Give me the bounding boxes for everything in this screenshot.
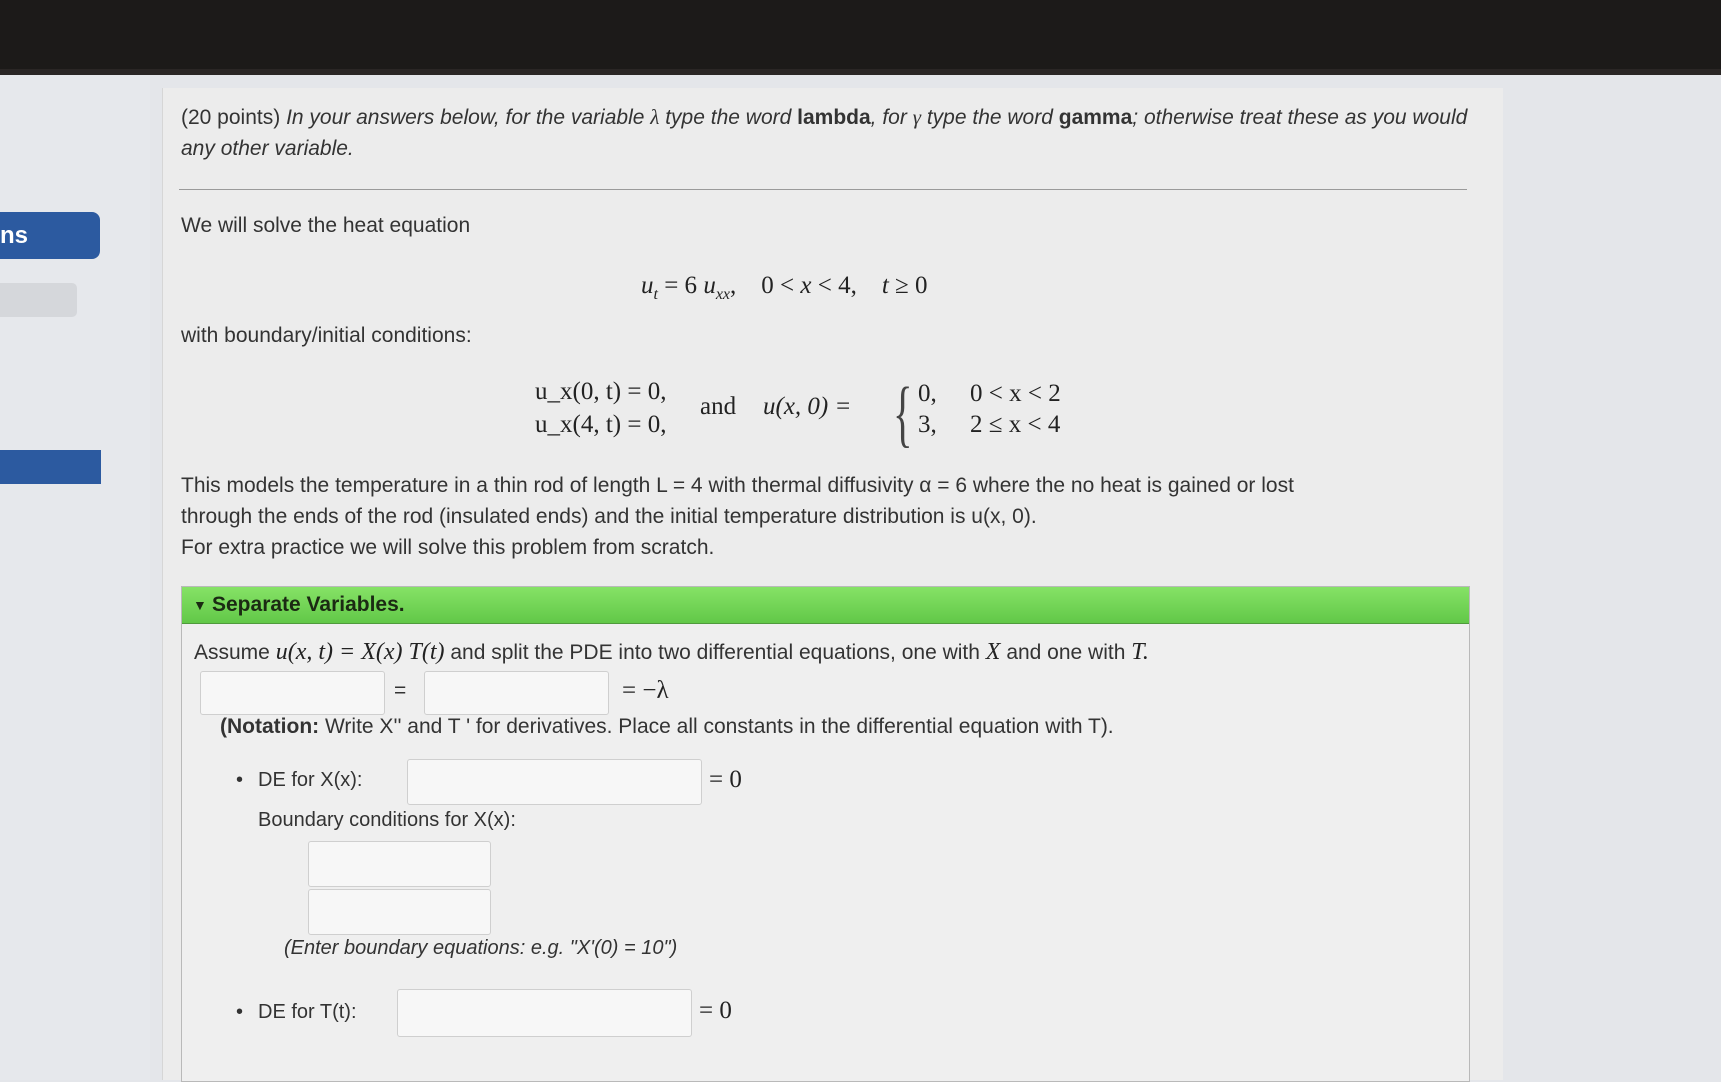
sidebar-tab-label: ns [0, 222, 29, 249]
sidebar-item-active[interactable] [0, 450, 101, 484]
notation-text: Write X'' and T ' for derivatives. Place all constants in the differential equation with T). [324, 715, 1114, 738]
problem-panel [162, 88, 1503, 1080]
case2-value: 3, [918, 411, 937, 438]
de-t-input[interactable] [397, 989, 692, 1037]
bc-x-input-1[interactable] [308, 841, 491, 887]
intro-text: type the word [665, 106, 792, 129]
bc-line-1: u_x(0, t) = 0, [535, 378, 667, 405]
lambda-symbol: λ [650, 105, 660, 129]
gamma-symbol: γ [912, 105, 921, 129]
bc-line-2: u_x(4, t) = 0, [535, 411, 667, 438]
sidebar-tab[interactable] [0, 212, 100, 259]
initial-condition-lhs: u(x, 0) = [763, 393, 852, 420]
case2-condition: 2 ≤ x < 4 [970, 411, 1061, 438]
bc-lead: with boundary/initial conditions: [181, 324, 472, 347]
case1-condition: 0 < x < 2 [970, 380, 1061, 407]
assume-text: and one with [1006, 641, 1126, 664]
de-x-rhs: = 0 [709, 766, 742, 793]
assume-line [194, 639, 1149, 666]
heat-equation: $u_t = 6$ $u_{xx}$, 0 < x < 4, t ≥ 0 [641, 272, 928, 303]
notation-label: (Notation: [220, 715, 320, 738]
divider [179, 189, 1467, 190]
sidebar-item[interactable] [0, 283, 77, 317]
equals-sign: = [394, 679, 407, 702]
problem-intro [181, 102, 1471, 164]
x-symbol: X [985, 639, 1001, 665]
model-line-3: For extra practice we will solve this problem from scratch. [181, 536, 715, 559]
separation-constant: = −λ [622, 677, 669, 704]
bc-x-label: Boundary conditions for X(x): [258, 809, 516, 831]
screen-bezel [0, 0, 1721, 75]
gamma-word: gamma [1058, 106, 1133, 129]
assume-text: and split the PDE into two differential equations, one with [450, 641, 980, 664]
separation-left-input[interactable] [200, 671, 385, 715]
intro-text: ; otherwise treat these as you would any other variable. [181, 106, 1468, 160]
de-x-label: • DE for X(x): [258, 769, 362, 792]
de-t-label: • DE for T(t): [258, 1001, 357, 1024]
assume-text: Assume [194, 641, 270, 664]
separation-ansatz: u(x, t) = X(x) T(t) [275, 639, 445, 665]
model-line-2: through the ends of the rod (insulated ends) and the initial temperature distribution is u(x, 0). [181, 505, 1037, 528]
separate-variables-section [181, 586, 1470, 1082]
intro-text: , for [870, 106, 907, 129]
heat-lead: We will solve the heat equation [181, 214, 471, 237]
model-line-1: This models the temperature in a thin rod of length L = 4 with thermal diffusivity α = 6 where the no heat is gained or lost [181, 474, 1294, 497]
boundary-conditions [535, 373, 1175, 458]
de-t-rhs: = 0 [699, 997, 732, 1024]
and-word: and [700, 393, 737, 420]
lambda-word: lambda [797, 106, 871, 129]
points-label: (20 points) [181, 106, 281, 129]
section-header[interactable] [182, 587, 1469, 624]
model-description [181, 470, 1471, 563]
bc-hint: (Enter boundary equations: e.g. "X'(0) = 10") [284, 937, 678, 959]
case1-value: 0, [918, 380, 937, 407]
notation-note [220, 715, 1114, 739]
collapse-caret-icon[interactable]: ▼ [193, 597, 207, 613]
t-symbol: T. [1131, 639, 1149, 665]
sidebar [0, 75, 150, 1080]
de-x-input[interactable] [407, 759, 702, 805]
intro-text: type the word [926, 106, 1053, 129]
intro-text: In your answers below, for the variable [286, 106, 645, 129]
separation-middle-input[interactable] [424, 671, 609, 715]
piecewise-brace: { [893, 373, 913, 455]
bc-x-input-2[interactable] [308, 889, 491, 935]
section-title: Separate Variables. [212, 593, 405, 616]
